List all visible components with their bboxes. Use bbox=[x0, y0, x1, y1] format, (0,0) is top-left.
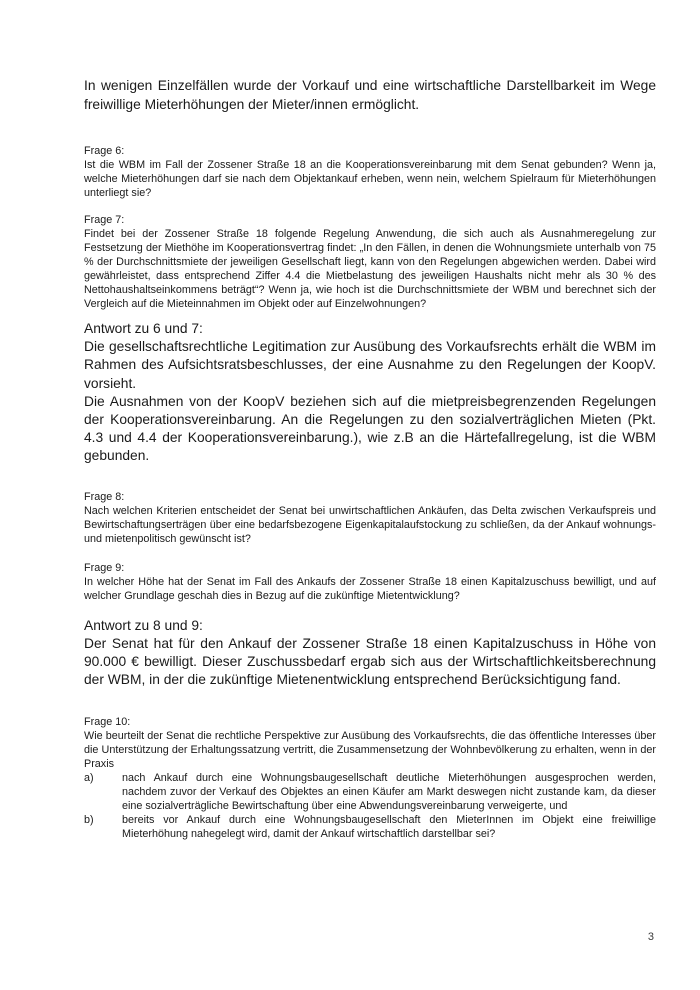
answer-label: Antwort zu 6 und 7: bbox=[84, 321, 203, 336]
section-antwort-8-9 bbox=[84, 617, 656, 690]
list-item-b bbox=[84, 813, 656, 841]
section-frage-7 bbox=[84, 213, 656, 311]
intro-paragraph: In wenigen Einzelfällen wurde der Vorkauf und eine wirtschaftliche Darstellbarkeit im Wege freiwillige Mieterhöhungen der Mieter/innen ermöglicht. bbox=[84, 78, 656, 112]
section-frage-8 bbox=[84, 490, 656, 546]
section-frage-6 bbox=[84, 144, 656, 200]
page-number: 3 bbox=[647, 931, 654, 943]
answer-paragraph: Der Senat hat für den Ankauf der Zossener Straße 18 einen Kapitalzuschuss in Höhe von 90.000 € bewilligt. Dieser Zuschussbedarf ergab sich aus der Wirtschaftlichkeitsberechnung der WBM, in der die zukünftige Mietenentwicklung entsprechend Berücksichtigung fand. bbox=[84, 635, 656, 688]
section-antwort-6-7 bbox=[84, 320, 656, 466]
list-item-text: nach Ankauf durch eine Wohnungsbaugesellschaft deutliche Mieterhöhungen ausgesprochen werden, nachdem zuvor der Verkauf des Objektes an einen Käufer am Markt deswegen nicht zustande kam, da dieser eine sozialverträgliche Bewirtschaftung über eine Abwendungsvereinbarung verweigerte, und bbox=[122, 772, 656, 813]
list-marker: a) bbox=[84, 772, 94, 785]
question-text: Findet bei der Zossener Straße 18 folgende Regelung Anwendung, die sich auch als Ausnahmeregelung zur Festsetzung der Miethöhe im Kooperationsvertrag findet: „In den Fällen, in denen die Wohnungsmiete unterhalb von 75 % der Durchschnittsmiete der jeweiligen Gesellschaft liegt, kann von den Regelungen abgewichen werden. Dabei wird gewährleistet, dass entsprechend Ziffer 4.4 die Mietbelastung des jeweiligen Haushalts nicht mehr als 30 % des Nettohaushaltseinkommens beträgt“? Wenn ja, wie hoch ist die Durchschnittsmiete der WBM und berechnet sich der Vergleich auf die Mieteinnahmen im Objekt oder auf Einzelwohnungen? bbox=[84, 228, 656, 310]
list-item-a bbox=[84, 771, 656, 813]
section-frage-9 bbox=[84, 561, 656, 603]
answer-label: Antwort zu 8 und 9: bbox=[84, 617, 203, 633]
question-label: Frage 10: bbox=[84, 716, 131, 729]
list-marker: b) bbox=[84, 814, 94, 827]
list-item-text: bereits vor Ankauf durch eine Wohnungsbaugesellschaft den MieterInnen im Objekt eine freiwillige Mieterhöhung nahegelegt wird, damit der Ankauf wirtschaftlich darstellbar sei? bbox=[122, 814, 656, 841]
answer-paragraph: Die gesellschaftsrechtliche Legitimation zur Ausübung des Vorkaufsrechts erhält die WBM im Rahmen des Aufsichtsratsbeschlusses, der eine Ausnahme zu den Regelungen der KoopV. vorsieht. bbox=[84, 339, 656, 391]
question-label: Frage 7: bbox=[84, 214, 125, 226]
question-text: In welcher Höhe hat der Senat im Fall des Ankaufs der Zossener Straße 18 einen Kapitalzuschuss bewilligt, und auf welcher Grundlage geschah dies in Bezug auf die zukünftige Mietentwicklung? bbox=[84, 575, 656, 602]
question-text: Nach welchen Kriterien entscheidet der Senat bei unwirtschaftlichen Ankäufen, das Delta zwischen Verkaufspreis und Bewirtschaftungserträgen über eine bedarfsbezogene Eigenkapitalaufstockung zu schließen, da der Ankauf wohnungs- und mietenpolitisch gewünscht ist? bbox=[84, 504, 656, 545]
question-label: Frage 6: bbox=[84, 145, 125, 157]
section-frage-10 bbox=[84, 715, 656, 841]
answer-paragraph: Die Ausnahmen von der KoopV beziehen sich auf die mietpreisbegrenzenden Regelungen der Kooperationsvereinbarung. An die Regelungen zu den sozialverträglichen Mieten (Pkt. 4.3 und 4.4 der Kooperationsvereinbarung.), wie z.B an die Härtefallregelung, ist die WBM gebunden. bbox=[84, 393, 656, 464]
question-text: Wie beurteilt der Senat die rechtliche Perspektive zur Ausübung des Vorkaufsrechts, die das öffentliche Interesses über die Unterstützung der Erhaltungssatzung vertritt, die Zusammensetzung der Wohnbevölkerung zu erhalten, wenn in der Praxis bbox=[84, 730, 656, 771]
question-text: Ist die WBM im Fall der Zossener Straße 18 an die Kooperationsvereinbarung mit dem Senat gebunden? Wenn ja, welche Mieterhöhungen darf sie nach dem Objektankauf erheben, wenn nein, welchem Spielraum für Mieterhöhungen unterliegt sie? bbox=[84, 159, 656, 199]
question-label: Frage 9: bbox=[84, 561, 125, 574]
question-label: Frage 8: bbox=[84, 490, 125, 503]
